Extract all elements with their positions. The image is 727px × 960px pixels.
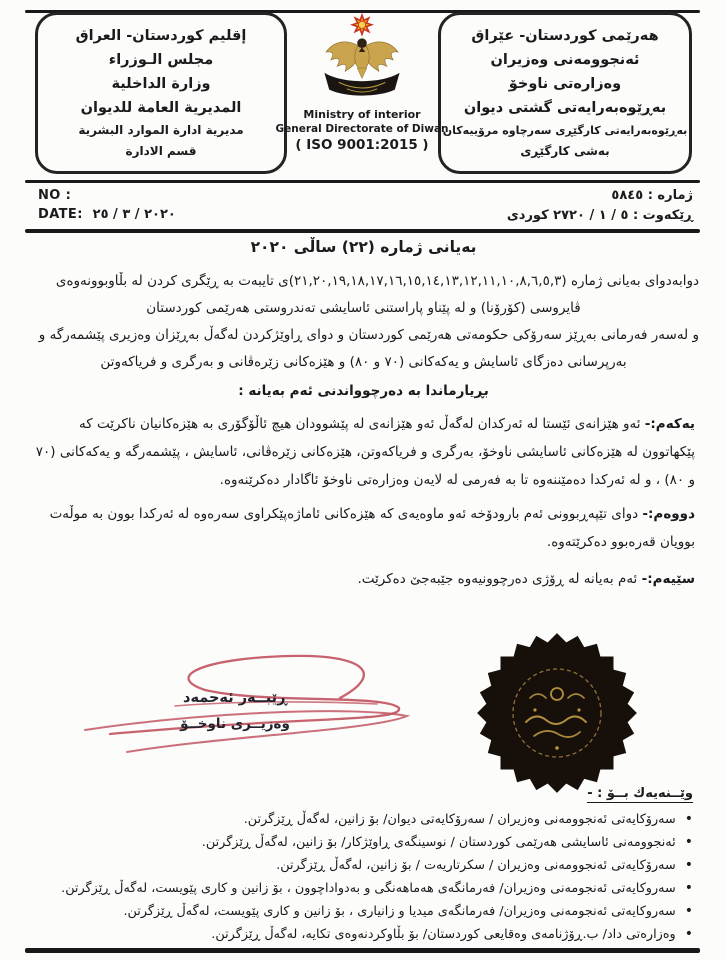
intro-line: دوابەدوای بەیانی ژماره (٢١,٢٠,١٩,١٨,١٧,١٦,١٥,١٤,١٣,١٢,١١,١٠,٨,٦,٥,٣)ی تایبەت بە ڕێگری کردن لە بڵاوبوونەوەی <box>55 273 699 289</box>
copies-heading: وێــنەیەك بــۆ : - <box>587 786 693 801</box>
clause-second <box>30 500 695 556</box>
page-title: بەیانی ژماره (٢٢) ساڵی ٢٠٢٠ <box>250 238 477 256</box>
no-label: NO : <box>38 188 72 203</box>
clause-text: ئەم بەیانە لە ڕۆژی دەرچوونیەوە جێبەجێ دەکرێت. <box>357 571 642 587</box>
clause-label: یەکەم:- <box>644 416 695 432</box>
letter-number: ژماره : ٥٨٤٥ <box>611 188 693 203</box>
header-center <box>275 12 449 154</box>
clause-label: دووەم:- <box>642 506 695 522</box>
clause-text: ئەو هێزانەی ئێستا لە ئەرکدان لەگەڵ ئەو هێزانەی لە پێشوودان هیچ ئاڵۆگۆری بە هێزەکانیان ناکرێت کە پێکهاتوون لە هێزەکانی ئاسایشی ناوخۆ، بەرگری و فریاکەوتن، هێزەکانی زێرەڤانی، ئاسایش ، پێشمەرگە و یەکەکانی (٧٠ و ٨٠) ، و لە ئەرکدا دەمێننەوە تا بە فەرمی لە لایەن وەزارەتی ناوخۆ ئاگادار دەکرێنەوە. <box>35 416 695 488</box>
header-arabic-line: مديرية ادارة الموارد البشرية <box>78 123 244 137</box>
header-box-arabic <box>35 12 287 174</box>
intro-line: و لەسەر فەرمانی بەڕێز سەرۆکی حکومەتی هەرێمی کوردستان و دوای ڕاوێژکردن لەگەڵ بەڕێزان وەزیری پێشمەرگە و <box>38 327 699 343</box>
signer-name: ڕێبــەر ئەحمەد <box>183 690 287 706</box>
header-bottom-rule <box>25 180 700 183</box>
intro-line: بڕیارماندا بە دەرچوواندنی ئەم بەیانە : <box>238 383 489 399</box>
kurdish-date: ڕێکەوت : ٥ / ١ / ٢٧٢٠ کوردی <box>506 208 693 223</box>
header-kurdish-line: هەرێمی کوردستان- عێراق <box>471 28 659 44</box>
header-arabic-line: إقليم كوردستان- العراق <box>75 28 247 44</box>
copies-list-item: • ئەنجوومەنی ئاسایشی هەرێمی کوردستان / نوسینگەی ڕاوێژکار/ بۆ زانین، لەگەڵ ڕێزگرتن. <box>40 831 693 854</box>
signer-role: وەزیــری ناوخــۆ <box>180 716 290 732</box>
clause-first <box>30 410 695 494</box>
copies-list-item: • سەروکایەتی ئەنجومەنی وەزیران/ فەرمانگەی هەماهەنگی و بەدواداچوون ، بۆ زانین و کاری پێویست، لەگەڵ ڕێزگرتن. <box>40 877 693 900</box>
iso-certification: ( ISO 9001:2015 ) <box>295 137 429 153</box>
copies-list <box>40 808 693 946</box>
official-starburst-seal-icon <box>472 628 642 798</box>
date-value: ٢٠٢٠ / ٣ / ٢٥ <box>92 207 176 222</box>
clause-third <box>30 565 695 593</box>
header-box-kurdish <box>438 12 692 174</box>
header-arabic-line: مجلس الـوزراء <box>108 52 214 68</box>
krg-eagle-sun-emblem-icon <box>310 12 414 108</box>
copies-list-item: • سەروکایەتی ئەنجومەنی وەزیران/ فەرمانگەی میدیا و زانیاری ، بۆ زانین و کاری پێویست، لەگەڵ ڕێزگرتن. <box>40 900 693 923</box>
date-label: DATE: <box>38 207 83 222</box>
ministry-name-en: Ministry of interior <box>303 108 421 121</box>
date-row <box>38 207 176 222</box>
copies-list-item: • سەرۆکایەتی ئەنجوومەنی وەزیران / سکرتاریەت / بۆ زانین، لەگەڵ ڕێزگرتن. <box>40 854 693 877</box>
header-kurdish-line: ئەنجوومەنی وەزیران <box>490 52 640 68</box>
clause-text: دوای تێپەڕبوونی ئەم بارودۆخە ئەو ماوەیەی کە هێزەکانی ئاماژەپێکراوی سەرەوە لە ئەرکدا بوون بە موڵەت بوویان قەرەبوو دەکرێتەوە. <box>49 506 695 550</box>
header-arabic-line: قسم الادارة <box>125 144 197 158</box>
header-kurdish-line: بەشی کارگێڕی <box>520 144 610 158</box>
signature-scribble <box>55 646 425 776</box>
header-kurdish-line: بەڕێوەبەرایەتی گشتی دیوان <box>463 100 667 116</box>
refs-bottom-rule <box>25 229 700 233</box>
footer-rule <box>25 948 700 953</box>
intro-line: بەرپرسانی دەزگای ئاسایش و یەکەکانی (٧٠ و ٨٠) و هێزەکانی زێرەڤانی و بەرگری و فریاکەوتن <box>100 354 627 370</box>
clause-label: سێیەم:- <box>641 571 695 587</box>
intro-line: ڤایروسی (کۆرۆنا) و لە پێناو پاراستنی ئاسایشی تەندروستی هەرێمی کوردستان <box>146 300 581 316</box>
header-arabic-line: وزارة الداخلية <box>111 76 211 92</box>
copies-list-item: • سەرۆکایەتی ئەنجوومەنی وەزیران / سەرۆکایەتی دیوان/ بۆ زانین، لەگەڵ ڕێزگرتن. <box>40 808 693 831</box>
header-arabic-line: المديرية العامة للديوان <box>80 100 242 116</box>
copies-list-item: • وەزارەتی داد/ ب.ڕۆژنامەی وەقایعی کوردستان/ بۆ بڵاوکردنەوەی تکایە، لەگەڵ ڕێزگرتن. <box>40 923 693 946</box>
header-kurdish-line: بەڕێوەبەرایەتی کارگێڕی سەرچاوە مرۆییەکان <box>442 124 688 137</box>
header-kurdish-line: وەزارەتی ناوخۆ <box>508 76 622 92</box>
directorate-name-en: General Directorate of Diwan <box>275 123 449 135</box>
